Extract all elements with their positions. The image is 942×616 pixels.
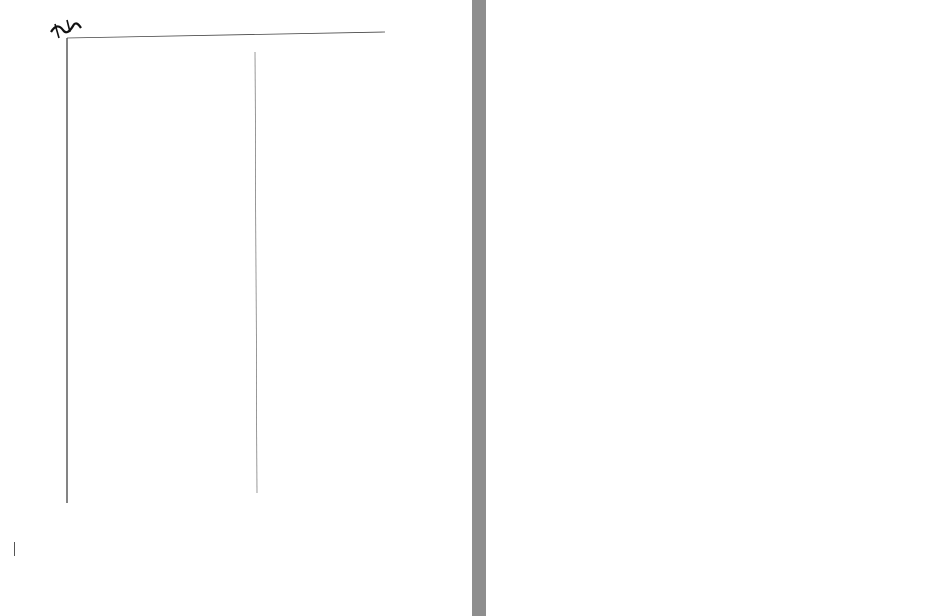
right-page [486,0,942,616]
manuscript-image [45,18,445,520]
text-cursor [14,542,15,556]
page-divider [472,0,486,616]
